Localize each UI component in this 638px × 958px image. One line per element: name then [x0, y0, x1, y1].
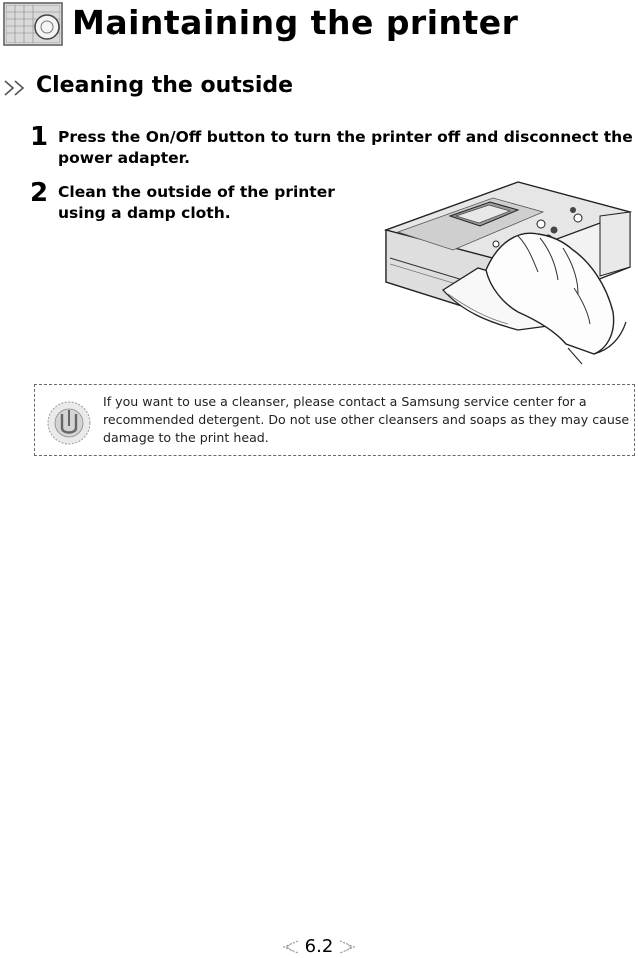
page-footer	[0, 936, 638, 958]
step-number: 2	[30, 178, 49, 208]
page-number: 6.2	[304, 936, 334, 957]
section-heading: Cleaning the outside	[36, 73, 294, 98]
printer-cleaning-illustration	[368, 172, 638, 368]
step-number: 1	[30, 122, 49, 152]
double-chevron-right-icon	[2, 78, 30, 98]
note-text: If you want to use a cleanser, please contact a Samsung service center for a recommended detergent. Do not use other cleansers and soaps as they may cause damage to the print head.	[103, 394, 630, 445]
printer-maintenance-icon	[3, 2, 63, 46]
step-text: Clean the outside of the printer using a damp cloth.	[58, 183, 335, 222]
note-icon	[44, 398, 94, 448]
step-text: Press the On/Off button to turn the printer off and disconnect the power adapter.	[58, 128, 633, 167]
chevron-left-icon[interactable]	[278, 939, 300, 955]
page-title: Maintaining the printer	[72, 3, 519, 42]
chevron-right-icon[interactable]	[338, 939, 360, 955]
